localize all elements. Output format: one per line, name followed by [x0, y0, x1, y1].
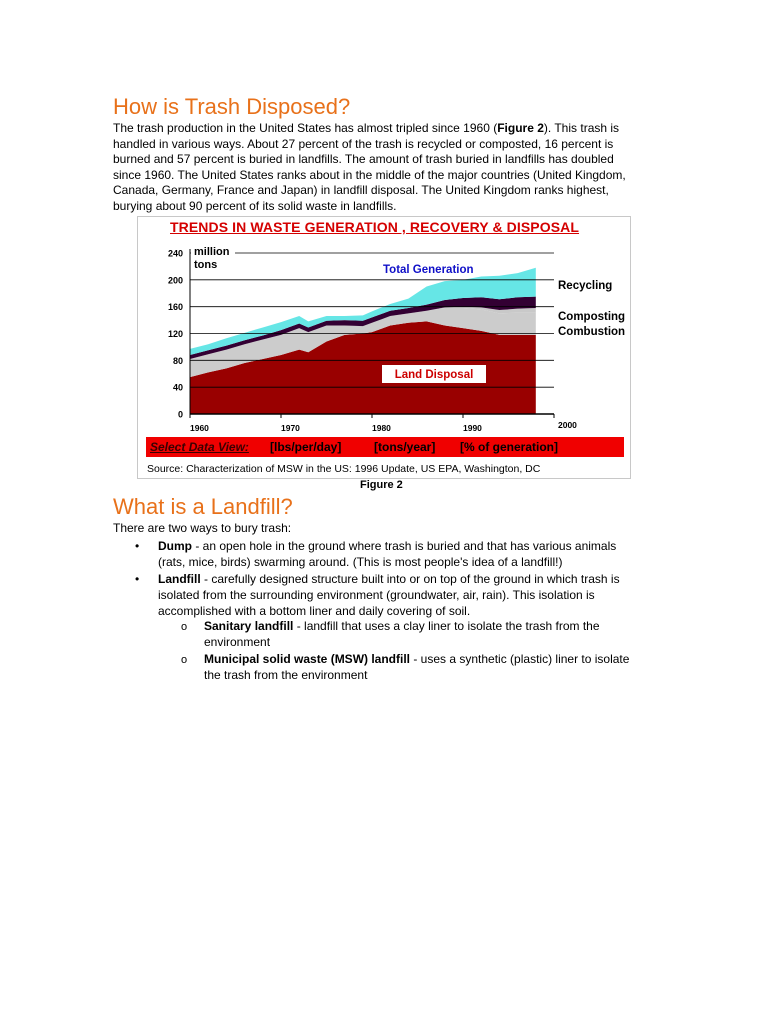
- sublist-item-msw: [204, 651, 644, 683]
- trash-disposal-paragraph: [113, 121, 633, 215]
- section-heading-trash-disposed: How is Trash Disposed?: [113, 94, 351, 119]
- list-item-landfill: [158, 571, 643, 619]
- term-msw-landfill: Municipal solid waste (MSW) landfill: [204, 652, 411, 666]
- data-view-bar: [146, 437, 624, 457]
- desc-sanitary-landfill: - landfill that uses a clay liner to isolate the trash from the environment: [204, 619, 600, 649]
- bullet-icon: •: [135, 539, 140, 553]
- figure-2-chart: [137, 216, 631, 479]
- para-text-post: ). This trash is handled in various ways. About 27 percent of the trash is recycled or composted, 16 percent is burned and 57 percent is buried in landfills. The amount of trash buried in landfills has doubled since 1960. The United States ranks about in the middle of the major countries (United Kingdom, Canada, Germany, France and Japan) in landfill disposal. The United Kingdom ranks highest, burying about 90 percent of its solid waste in landfills.: [113, 121, 626, 213]
- figure-caption: Figure 2: [360, 479, 403, 491]
- series-label: Combustion: [558, 326, 626, 338]
- data-view-percent-link[interactable]: [% of generation]: [460, 440, 558, 454]
- para-text-pre: The trash production in the United States has almost tripled since 1960 (: [113, 121, 498, 135]
- y-tick-label: 80: [172, 355, 183, 366]
- y-tick-label: 0: [177, 409, 183, 420]
- x-tick-label: 2000: [558, 420, 577, 430]
- term-dump: Dump: [158, 539, 192, 553]
- section-heading-what-is-landfill: What is a Landfill?: [113, 494, 293, 519]
- y-tick-label: 160: [167, 302, 183, 313]
- data-view-lbs-per-day-link[interactable]: [lbs/per/day]: [270, 440, 342, 454]
- y-tick-label: 240: [167, 248, 183, 259]
- land-disposal-label: Land Disposal: [394, 369, 474, 381]
- unit-label: million: [194, 246, 230, 258]
- data-view-tons-year-link[interactable]: [tons/year]: [374, 440, 436, 454]
- sublist-item-sanitary: [204, 618, 644, 650]
- y-tick-label: 40: [172, 382, 183, 393]
- desc-landfill: - carefully designed structure built into or on top of the ground in which trash is isolated from the surrounding environment (groundwater, air, rain). This isolation is accomplished with a bottom liner and daily covering of soil.: [158, 572, 620, 618]
- chart-source: Source: Characterization of MSW in the US: 1996 Update, US EPA, Washington, DC: [147, 463, 541, 475]
- chart-title: TRENDS IN WASTE GENERATION , RECOVERY & DISPOSAL: [170, 219, 580, 235]
- x-tick-label: 1980: [372, 423, 391, 433]
- landfill-intro: There are two ways to bury trash:: [113, 521, 292, 535]
- sub-bullet-icon: o: [181, 654, 188, 666]
- list-item-dump: [158, 538, 633, 570]
- total-generation-label: Total Generation: [383, 264, 474, 276]
- series-label: Composting: [558, 311, 626, 323]
- term-landfill: Landfill: [158, 572, 201, 586]
- series-label: Recycling: [558, 280, 613, 292]
- y-tick-label: 120: [167, 329, 183, 339]
- desc-dump: - an open hole in the ground where trash is buried and that has various animals (rats, mice, birds) swarming around. (This is most people's idea of a landfill!): [158, 539, 617, 569]
- term-sanitary-landfill: Sanitary landfill: [204, 619, 294, 633]
- x-tick-label: 1990: [463, 423, 482, 433]
- unit-label: tons: [194, 259, 218, 271]
- select-data-view-label: Select Data View:: [150, 440, 249, 454]
- figure-reference: Figure 2: [497, 121, 544, 135]
- x-tick-label: 1960: [190, 423, 209, 433]
- bullet-icon: •: [135, 572, 140, 586]
- x-tick-label: 1970: [281, 423, 300, 433]
- y-tick-label: 200: [167, 275, 183, 286]
- desc-msw-landfill: - uses a synthetic (plastic) liner to isolate the trash from the environment: [204, 652, 630, 682]
- sub-bullet-icon: o: [181, 621, 188, 633]
